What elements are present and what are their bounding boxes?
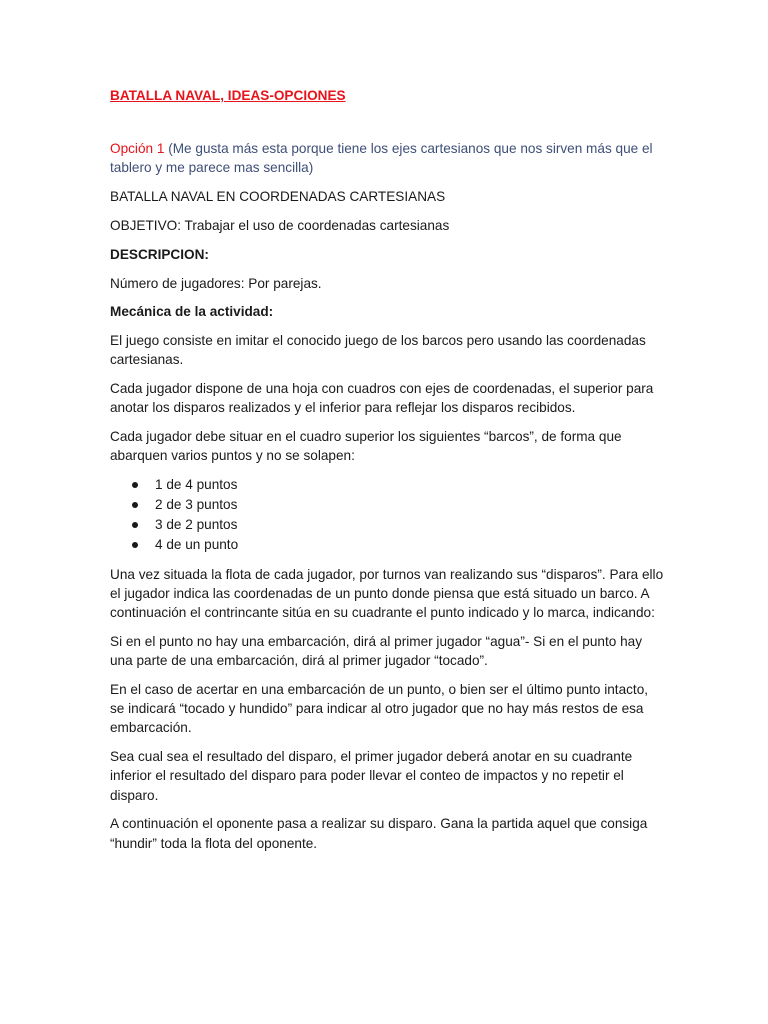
section-heading: BATALLA NAVAL EN COORDENADAS CARTESIANAS [110, 189, 446, 205]
paragraph: Cada jugador dispone de una hoja con cuadros con ejes de coordenadas, el superior para anotar los disparos realizados y el inferior para reflejar los disparos recibidos. [110, 381, 654, 416]
ship-label: 4 de un punto [155, 537, 239, 553]
list-item [110, 515, 666, 535]
bullet-icon [132, 482, 138, 488]
option-label: Opción 1 [110, 141, 165, 157]
paragraph: Sea cual sea el resultado del disparo, el primer jugador deberá anotar en su cuadrante inferior el resultado del disparo para poder llevar el conteo de impactos y no repetir el disparo. [110, 749, 633, 803]
list-item [110, 475, 666, 495]
ships-list [110, 475, 666, 555]
players-line: Número de jugadores: Por parejas. [110, 275, 322, 291]
bullet-icon [132, 542, 138, 548]
document-title: BATALLA NAVAL, IDEAS-OPCIONES [110, 88, 346, 103]
paragraph: Cada jugador debe situar en el cuadro superior los siguientes “barcos”, de forma que abarquen varios puntos y no se solapen: [110, 429, 622, 464]
document-page [110, 86, 666, 853]
list-item [110, 535, 666, 555]
paragraph: A continuación el oponente pasa a realizar su disparo. Gana la partida aquel que consiga “hundir” toda la flota del oponente. [110, 816, 648, 851]
ship-label: 1 de 4 puntos [155, 477, 238, 493]
list-item [110, 495, 666, 515]
paragraph: El juego consiste en imitar el conocido juego de los barcos pero usando las coordenadas cartesianas. [110, 333, 646, 368]
option-line [110, 139, 666, 177]
description-heading: DESCRIPCION: [110, 246, 209, 262]
paragraph: Si en el punto no hay una embarcación, dirá al primer jugador “agua”- Si en el punto hay una parte de una embarcación, dirá al primer jugador “tocado”. [110, 633, 642, 669]
paragraph: Una vez situada la flota de cada jugador, por turnos van realizando sus “disparos”. Para ello el jugador indica las coordenadas de un punto donde piensa que está situado un barco. A continuación el contrincante sitúa en su cuadrante el punto indicado y lo marca, indicando: [110, 566, 664, 621]
option-note: (Me gusta más esta porque tiene los ejes cartesianos que nos sirven más que el tablero y me parece mas sencilla) [110, 141, 653, 176]
bullet-icon [132, 522, 138, 528]
paragraph: En el caso de acertar en una embarcación de un punto, o bien ser el último punto intacto, se indicará “tocado y hundido” para indicar al otro jugador que no hay más restos de esa embarcación. [110, 681, 649, 736]
mechanics-heading: Mecánica de la actividad: [110, 304, 274, 320]
objective-line: OBJETIVO: Trabajar el uso de coordenadas cartesianas [110, 218, 450, 233]
bullet-icon [132, 502, 138, 508]
ship-label: 2 de 3 puntos [155, 497, 238, 513]
ship-label: 3 de 2 puntos [155, 517, 238, 533]
